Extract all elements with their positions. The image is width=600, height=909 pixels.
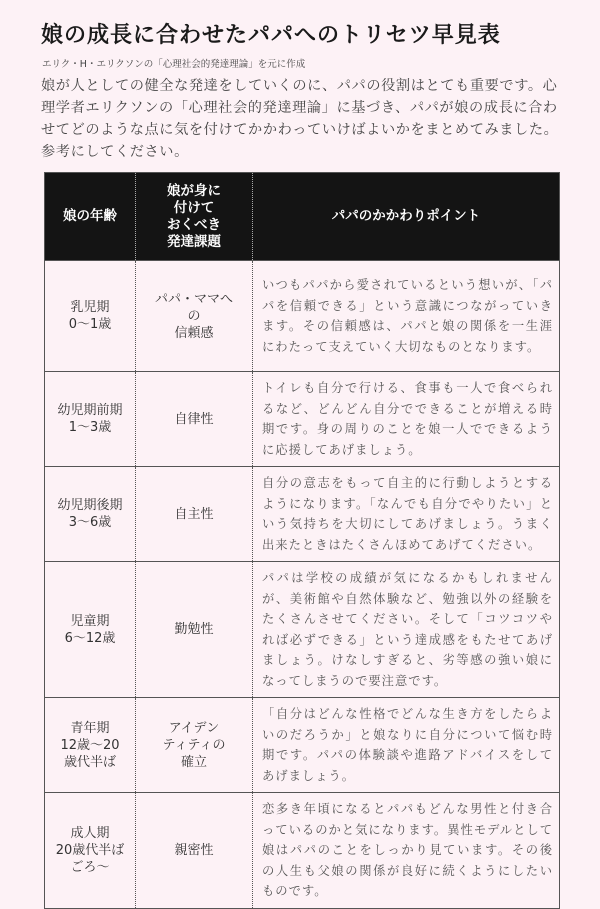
table-row [45,372,560,467]
task-line: 自主性 [174,506,214,522]
age-stage: 幼児期前期 [57,403,123,418]
point-cell: 恋多き年頃になるとパパもどんな男性と付き合っているのかと気になります。異性モデルとして娘はパパのことをしっかり見ています。その後の人生も父娘の関係が良好に続くようにしたいものです。 [253,793,560,909]
task-cell [136,562,253,698]
point-cell: 自分の意志をもって自主的に行動しようとするようになります。「なんでも自分でやりたい」という気持ちを大切にしてあげましょう。うまく出来たときはたくさんほめてあげてください。 [253,467,560,562]
table-row [45,562,560,698]
intro-paragraph: 娘が人としての健全な発達をしていくのに、パパの役割はとても重要です。心理学者エリクソンの「心理社会的発達理論」に基づき、パパが娘の成長に合わせてどのような点に気を付けてかかわっていけばよいかをまとめてみました。参考にしてください。 [41,78,559,160]
task-line: アイデン [168,720,220,736]
header-task-line: おくべき [167,216,221,233]
age-range: 6〜12歳 [64,630,116,646]
table-header-row [45,173,560,261]
point-cell: パパは学校の成績が気になるかもしれませんが、美術館や自然体験など、勉強以外の経験をたくさんさせてください。そして「コツコツやれば必ずできる」という達成感をもたせてあげましょう。けなしすぎると、劣等感の強い娘になってしまうので要注意です。 [253,562,560,698]
header-task-line: 娘が身に [167,182,221,199]
age-range: ごろ〜 [70,859,110,875]
task-cell [136,793,253,909]
age-range: 20歳代半ば [55,842,125,858]
task-line: 勤勉性 [174,622,214,637]
task-line: 確立 [180,754,207,770]
header-task [136,173,253,261]
task-line: パパ・ママへ [154,291,233,307]
task-cell [136,698,253,793]
table-row [45,698,560,793]
age-cell [45,372,136,467]
age-stage: 幼児期後期 [57,498,123,513]
task-cell [136,467,253,562]
header-age-label: 娘の年齢 [63,208,117,224]
header-task-line: 発達課題 [167,233,221,250]
task-line: 自律性 [174,411,214,427]
page-title: 娘の成長に合わせたパパへのトリセツ早見表 [41,23,501,48]
task-line: の [187,308,201,324]
quick-reference-table [44,172,560,909]
task-line: ティティの [162,737,226,753]
age-cell [45,467,136,562]
table-row [45,467,560,562]
age-stage: 児童期 [70,613,110,629]
task-line: 親密性 [174,842,214,858]
age-cell [45,698,136,793]
age-stage: 成人期 [70,825,110,841]
task-cell [136,261,253,372]
age-stage: 青年期 [70,720,110,736]
age-range: 12歳〜20 [60,737,120,753]
header-age [45,173,136,261]
task-cell [136,372,253,467]
age-cell [45,562,136,698]
table-row [45,793,560,909]
source-note: エリク・H・エリクソンの「心理社会的発達理論」を元に作成 [42,59,306,70]
age-range: 0〜1歳 [68,317,112,332]
age-range: 歳代半ば [63,754,116,770]
age-stage: 乳児期 [70,300,110,315]
age-cell [45,793,136,909]
age-range: 1〜3歳 [68,420,112,435]
header-point [253,173,560,261]
point-cell: いつもパパから愛されているという想いが、「パパを信頼できる」という意識につながっていきます。その信頼感は、パパと娘の関係を一生涯にわたって支えていく大切なものとなります。 [253,261,560,372]
point-cell: 「自分はどんな性格でどんな生き方をしたらよいのだろうか」と娘なりに自分について悩む時期です。パパの体験談や進路アドバイスをしてあげましょう。 [253,698,560,793]
age-range: 3〜6歳 [68,515,112,530]
point-cell: トイレも自分で行ける、食事も一人で食べられるなど、どんどん自分でできることが増える時期です。身の周りのことを娘一人でできるように応援してあげましょう。 [253,372,560,467]
task-line: 信頼感 [174,325,214,341]
header-task-line: 付けて [173,199,215,216]
header-point-label: パパのかかわりポイント [331,208,481,224]
table-row [45,261,560,372]
age-cell [45,261,136,372]
